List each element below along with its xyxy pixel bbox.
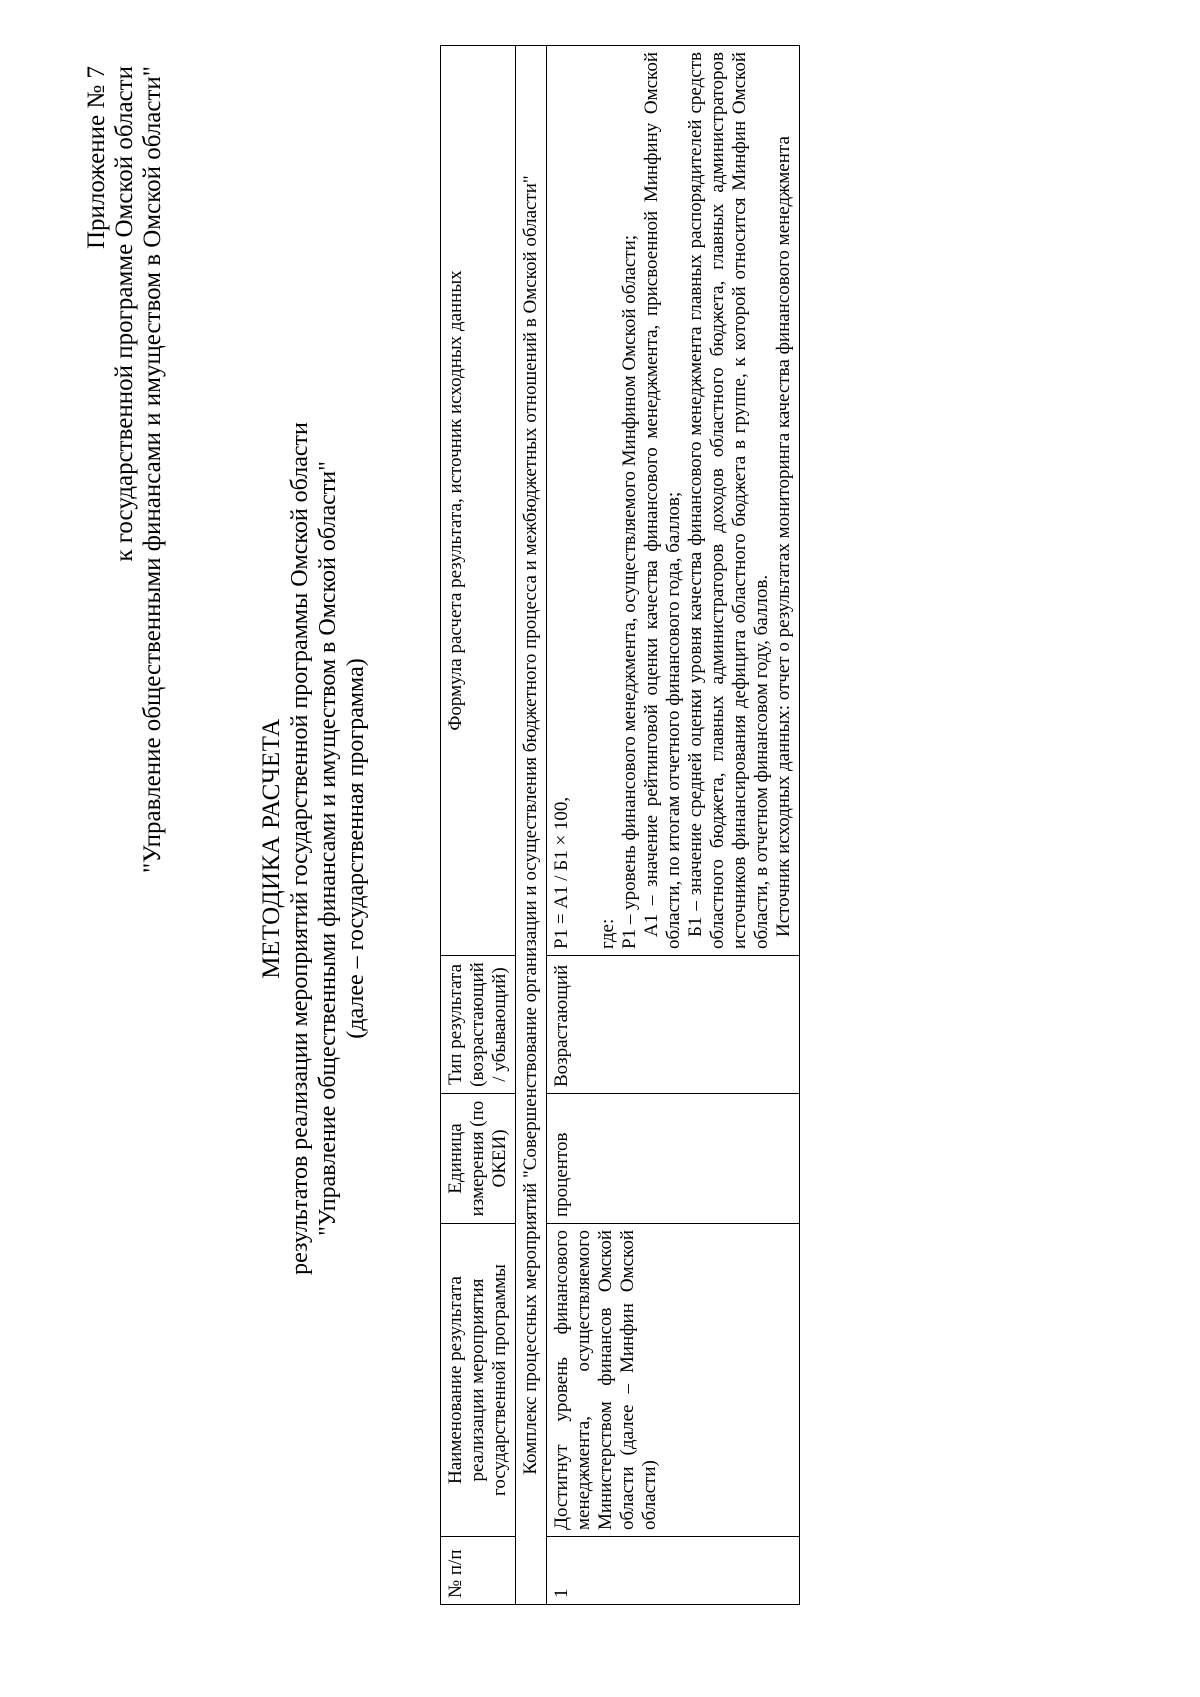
formula-b1: Б1 – значение средней оценки уровня качества финансового менеджмента главных распорядителей средств областного бюджета, главных администраторов доходов областного бюджета, главных администраторов источников финансирования дефицита областного бюджета в группе, к которой относится Минфин Омской области, в отчетном финансовом году, баллов. bbox=[685, 52, 772, 949]
row-unit: процентов bbox=[547, 1094, 800, 1224]
section-title: Комплекс процессных мероприятий "Совершенствование организации и осуществления бюджетного процесса и межбюджетных отношений в Омской области" bbox=[516, 46, 547, 1605]
row-formula bbox=[547, 46, 800, 956]
row-type: Возрастающий bbox=[547, 956, 800, 1094]
appendix-block bbox=[83, 66, 167, 966]
formula-a1: А1 – значение рейтинговой оценки качества финансового менеджмента, присвоенной Минфину Омской области, по итогам отчетного финансового года, баллов; bbox=[641, 52, 684, 949]
header-num: № п/п bbox=[441, 1537, 516, 1605]
table-header-row bbox=[441, 46, 516, 1605]
table-row bbox=[547, 46, 800, 1605]
title-block bbox=[258, 0, 370, 1697]
title-line-2: "Управление общественными финансами и имуществом в Омской области" bbox=[315, 461, 341, 1236]
section-row bbox=[516, 46, 547, 1605]
header-unit: Единица измерения (по ОКЕИ) bbox=[441, 1094, 516, 1224]
appendix-program: к государственной программе Омской области bbox=[111, 66, 138, 562]
appendix-program-name: "Управление общественными финансами и имуществом в Омской области" bbox=[139, 66, 166, 874]
header-type: Тип результата (возрастающий / убывающий) bbox=[441, 956, 516, 1094]
row-num: 1 bbox=[547, 1537, 800, 1605]
page-title: МЕТОДИКА РАСЧЕТА bbox=[258, 718, 285, 979]
appendix-number: Приложение № 7 bbox=[83, 66, 110, 250]
formula-p1: Р1 – уровень финансового менеджмента, осуществляемого Минфином Омской области; bbox=[619, 234, 640, 949]
methodology-table bbox=[440, 45, 800, 1605]
formula-where: где: bbox=[597, 918, 618, 949]
title-line-3: (далее – государственная программа) bbox=[343, 658, 369, 1039]
formula-equation: Р1 = А1 / Б1 × 100, bbox=[551, 796, 572, 949]
header-name: Наименование результата реализации мероприятия государственной программы bbox=[441, 1224, 516, 1537]
header-formula: Формула расчета результата, источник исходных данных bbox=[441, 46, 516, 956]
formula-source: Источник исходных данных: отчет о результатах мониторинга качества финансового менеджмента bbox=[773, 136, 794, 937]
row-name: Достигнут уровень финансового менеджмента, осуществляемого Министерством финансов Омской области (далее – Минфин Омской области) bbox=[547, 1224, 800, 1537]
title-line-1: результатов реализации мероприятий государственной программы Омской области bbox=[287, 422, 313, 1275]
